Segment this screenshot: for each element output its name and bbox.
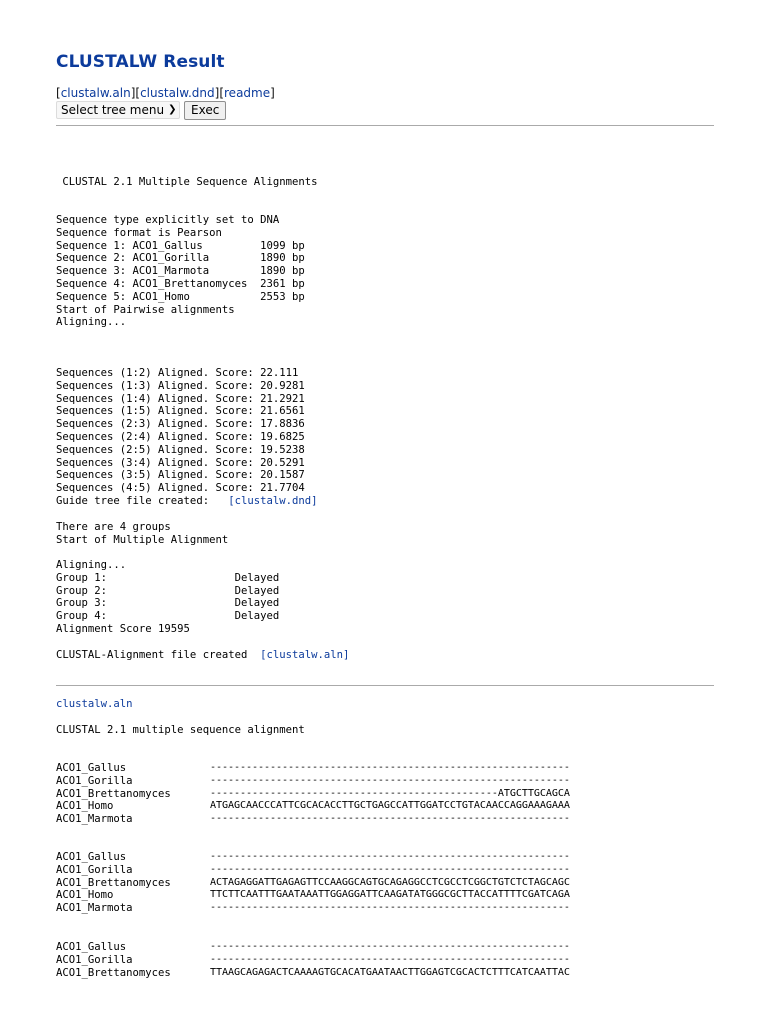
log-line: Group 4: Delayed	[56, 610, 280, 623]
log-line: Aligning...	[56, 559, 127, 571]
log-line: Group 2: Delayed	[56, 584, 280, 597]
link-clustalw-dnd[interactable]: clustalw.dnd	[140, 86, 215, 100]
log-line: Sequence 5: ACO1_Homo 2553 bp	[56, 290, 305, 303]
log-line: Group 3: Delayed	[56, 597, 280, 610]
link-clustalw-aln[interactable]: clustalw.aln	[60, 86, 131, 100]
sequence-name: ACO1_Marmota	[56, 902, 133, 915]
pairwise-score-line: Sequences (1:3) Aligned. Score: 20.9281	[56, 379, 305, 392]
sequence-data: ------------------------------------------------------------	[210, 941, 570, 952]
sequence-name: ACO1_Gorilla	[56, 953, 133, 966]
sequence-data: ATGAGCAACCCATTCGCACACCTTGCTGAGCCATTGGATCCTGTACAACCAGGAAAGAAA	[210, 800, 570, 812]
log-line: Sequence format is Pearson	[56, 226, 222, 239]
pairwise-scores	[56, 367, 305, 495]
log-line: Start of Pairwise alignments	[56, 303, 235, 316]
pairwise-score-line: Sequences (1:2) Aligned. Score: 22.111	[56, 367, 299, 379]
tree-menu-select[interactable]	[56, 101, 180, 119]
log-line: Sequence 1: ACO1_Gallus 1099 bp	[56, 239, 305, 252]
log-line: Sequence 4: ACO1_Brettanomyces 2361 bp	[56, 277, 305, 290]
sequence-info	[56, 214, 305, 329]
sequence-data: ------------------------------------------------------------	[210, 774, 570, 786]
guide-tree-link[interactable]: [clustalw.dnd]	[228, 495, 318, 507]
pairwise-score-line: Sequences (2:4) Aligned. Score: 19.6825	[56, 430, 305, 443]
log-line: Sequence type explicitly set to DNA	[56, 214, 280, 226]
aln-file-link[interactable]: [clustalw.aln]	[260, 649, 350, 661]
aln-file-text: CLUSTAL-Alignment file created	[56, 649, 248, 661]
sequence-name: ACO1_Marmota	[56, 813, 133, 826]
alignment-header-line: CLUSTAL 2.1 multiple sequence alignment	[56, 724, 305, 736]
sequence-data: ------------------------------------------------------------	[210, 863, 570, 875]
sequence-name: ACO1_Brettanomyces	[56, 876, 171, 889]
link-readme[interactable]: readme	[224, 86, 271, 100]
pairwise-score-line: Sequences (2:5) Aligned. Score: 19.5238	[56, 443, 305, 456]
sequence-data: ------------------------------------------------------------	[210, 953, 570, 965]
divider-top	[56, 125, 714, 126]
sequence-data: TTCTTCAATTTGAATAAATTGGAGGATTCAAGATATGGGCGCTTACCATTTTCGATCAGA	[210, 889, 570, 901]
sequence-name: ACO1_Homo	[56, 800, 114, 813]
divider-middle	[56, 685, 714, 686]
file-links: [clustalw.aln][clustalw.dnd][readme]	[56, 86, 275, 100]
pairwise-score-line: Sequences (2:3) Aligned. Score: 17.8836	[56, 418, 305, 431]
sequence-name: ACO1_Gallus	[56, 851, 127, 863]
sequence-data: ACTAGAGGATTGAGAGTTCCAAGGCAGTGCAGAGGCCTCGCCTCGGCTGTCTCTAGCAGC	[210, 876, 570, 888]
sequence-name: ACO1_Gallus	[56, 941, 127, 953]
log-line: There are 4 groups	[56, 521, 171, 533]
chevron-down-icon: ❯	[168, 104, 177, 115]
log-line: Group 1: Delayed	[56, 571, 280, 584]
pairwise-score-line: Sequences (1:4) Aligned. Score: 21.2921	[56, 392, 305, 405]
pairwise-score-line: Sequences (3:5) Aligned. Score: 20.1587	[56, 469, 305, 482]
pairwise-score-line: Sequences (1:5) Aligned. Score: 21.6561	[56, 405, 305, 418]
sequence-name: ACO1_Homo	[56, 889, 114, 902]
pairwise-score-line: Sequences (3:4) Aligned. Score: 20.5291	[56, 456, 305, 469]
aln-file-line	[56, 649, 349, 662]
sequence-data: ------------------------------------------------------------	[210, 851, 570, 862]
log-line: Alignment Score 19595	[56, 622, 190, 635]
sequence-data: TTAAGCAGAGACTCAAAAGTGCACATGAATAACTTGGAGTCGCACTCTTTCATCAATTAC	[210, 966, 570, 978]
log-line: Sequence 2: ACO1_Gorilla 1890 bp	[56, 252, 305, 265]
sequence-name: ACO1_Gallus	[56, 762, 127, 774]
multiple-alignment-status	[56, 559, 279, 636]
groups-info	[56, 521, 228, 547]
page-title: CLUSTALW Result	[56, 52, 225, 72]
sequence-name: ACO1_Gorilla	[56, 863, 133, 876]
pairwise-score-line: Sequences (4:5) Aligned. Score: 21.7704	[56, 482, 305, 495]
sequence-name: ACO1_Gorilla	[56, 774, 133, 787]
sequence-data: ------------------------------------------------ATGCTTGCAGCA	[210, 787, 570, 799]
sequence-name: ACO1_Brettanomyces	[56, 966, 171, 979]
alignment-file-link[interactable]: clustalw.aln	[56, 698, 133, 710]
log-line: Sequence 3: ACO1_Marmota 1890 bp	[56, 265, 305, 278]
sequence-data: ------------------------------------------------------------	[210, 902, 570, 914]
guide-tree-line	[56, 495, 318, 508]
sequence-data: ------------------------------------------------------------	[210, 762, 570, 773]
log-title-line: CLUSTAL 2.1 Multiple Sequence Alignments	[56, 176, 318, 188]
sequence-data: ------------------------------------------------------------	[210, 813, 570, 825]
alignment-file-heading	[56, 698, 133, 711]
tree-menu-selected: Select tree menu	[61, 103, 165, 117]
guide-tree-text: Guide tree file created:	[56, 495, 210, 507]
log-line: Start of Multiple Alignment	[56, 533, 229, 546]
sequence-name: ACO1_Brettanomyces	[56, 787, 171, 800]
exec-button[interactable]: Exec	[184, 101, 226, 120]
log-line: Aligning...	[56, 316, 127, 329]
tree-controls	[56, 100, 226, 120]
